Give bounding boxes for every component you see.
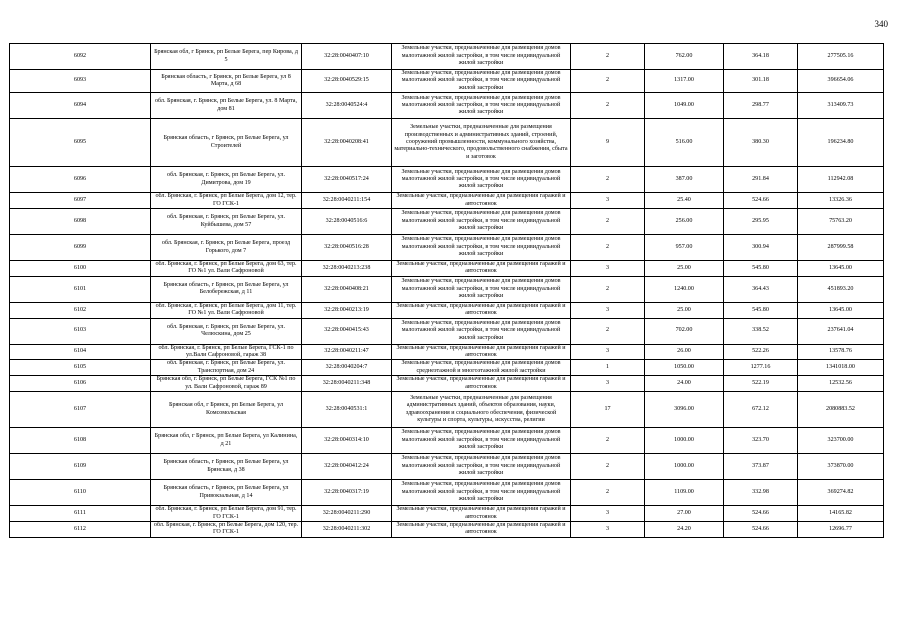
cadastral-number-cell: 32:28:0040516:28 — [302, 235, 392, 261]
address-cell: обл. Брянская, г. Брянск, рп Белые Берега, ул. Челюскина, дом 25 — [151, 318, 302, 344]
table-row — [10, 93, 884, 119]
row-id-cell: 6094 — [10, 93, 151, 119]
group-cell: 2 — [571, 428, 645, 454]
table-row — [10, 506, 884, 522]
specific-value-cell: 545.80 — [724, 261, 798, 277]
area-cell: 24.00 — [645, 376, 724, 392]
group-cell: 2 — [571, 209, 645, 235]
row-id-cell: 6092 — [10, 44, 151, 70]
area-cell: 762.00 — [645, 44, 724, 70]
group-cell: 2 — [571, 480, 645, 506]
address-cell: обл. Брянская, г. Брянск, рп Белые Берега, дом 120, тер. ГО ГСК-1 — [151, 521, 302, 537]
land-use-cell: Земельные участки, предназначенные для размещения гаражей и автостоянок — [392, 302, 571, 318]
land-use-cell: Земельные участки, предназначенные для размещения гаражей и автостоянок — [392, 506, 571, 522]
table-row — [10, 376, 884, 392]
cadastral-value-cell: 14165.82 — [798, 506, 884, 522]
address-cell: Брянская обл, г Брянск, рп Белые Берега, пер Кирова, д 5 — [151, 44, 302, 70]
table-row — [10, 480, 884, 506]
area-cell: 1000.00 — [645, 454, 724, 480]
specific-value-cell: 338.52 — [724, 318, 798, 344]
cadastral-value-cell: 396654.06 — [798, 70, 884, 93]
cadastral-value-cell: 451893.20 — [798, 276, 884, 302]
table-row — [10, 70, 884, 93]
row-id-cell: 6098 — [10, 209, 151, 235]
area-cell: 1000.00 — [645, 428, 724, 454]
table-row — [10, 235, 884, 261]
area-cell: 1317.00 — [645, 70, 724, 93]
address-cell: обл. Брянская, г. Брянск, рп Белые Берега, ул. Димитрова, дом 19 — [151, 167, 302, 193]
table-row — [10, 318, 884, 344]
group-cell: 3 — [571, 521, 645, 537]
cadastral-number-cell: 32:28:0040317:19 — [302, 480, 392, 506]
land-use-cell: Земельные участки, предназначенные для размещения административных зданий, объектов образования, науки, здравоохранения и социального обеспечения, физической культуры и спорта, культуры, искусства, религии — [392, 392, 571, 428]
specific-value-cell: 364.43 — [724, 276, 798, 302]
row-id-cell: 6109 — [10, 454, 151, 480]
land-use-cell: Земельные участки, предназначенные для размещения домов малоэтажной жилой застройки, в том числе индивидуальной жилой застройки — [392, 70, 571, 93]
row-id-cell: 6100 — [10, 261, 151, 277]
land-use-cell: Земельные участки, предназначенные для размещения гаражей и автостоянок — [392, 261, 571, 277]
row-id-cell: 6110 — [10, 480, 151, 506]
specific-value-cell: 295.95 — [724, 209, 798, 235]
area-cell: 1050.00 — [645, 360, 724, 376]
specific-value-cell: 1277.16 — [724, 360, 798, 376]
cadastral-value-cell: 196234.80 — [798, 119, 884, 167]
row-id-cell: 6105 — [10, 360, 151, 376]
cadastral-value-cell: 373870.00 — [798, 454, 884, 480]
group-cell: 1 — [571, 360, 645, 376]
specific-value-cell: 373.87 — [724, 454, 798, 480]
row-id-cell: 6096 — [10, 167, 151, 193]
area-cell: 1240.00 — [645, 276, 724, 302]
table-row — [10, 119, 884, 167]
cadastral-number-cell: 32:28:0040211:302 — [302, 521, 392, 537]
cadastral-number-cell: 32:28:0040407:10 — [302, 44, 392, 70]
land-use-cell: Земельные участки, предназначенные для размещения производственных и административных зданий, строений, сооружений промышленности, коммунального хозяйства, материально-технического, продовольственного снабжения, сбыта и заготовок — [392, 119, 571, 167]
land-use-cell: Земельные участки, предназначенные для размещения домов малоэтажной жилой застройки, в том числе индивидуальной жилой застройки — [392, 167, 571, 193]
cadastral-number-cell: 32:28:0040408:21 — [302, 276, 392, 302]
group-cell: 9 — [571, 119, 645, 167]
address-cell: Брянская обл, г Брянск, рп Белые Берега, ул Калинина, д 21 — [151, 428, 302, 454]
row-id-cell: 6104 — [10, 344, 151, 360]
specific-value-cell: 364.18 — [724, 44, 798, 70]
area-cell: 27.00 — [645, 506, 724, 522]
area-cell: 24.20 — [645, 521, 724, 537]
table-row — [10, 193, 884, 209]
cadastral-number-cell: 32:28:0040529:15 — [302, 70, 392, 93]
cadastral-value-cell: 277505.16 — [798, 44, 884, 70]
address-cell: обл. Брянская, г. Брянск, рп Белые Берега, дом 12, тер. ГО ГСК-1 — [151, 193, 302, 209]
address-cell: обл. Брянская, г. Брянск, рп Белые Берега, ул. Куйбышева, дом 57 — [151, 209, 302, 235]
area-cell: 26.00 — [645, 344, 724, 360]
group-cell: 2 — [571, 44, 645, 70]
area-cell: 25.40 — [645, 193, 724, 209]
table-row — [10, 209, 884, 235]
land-use-cell: Земельные участки, предназначенные для размещения гаражей и автостоянок — [392, 193, 571, 209]
cadastral-number-cell: 32:28:0040208:41 — [302, 119, 392, 167]
address-cell: Брянская область, г Брянск, рп Белые Берега, ул 8 Марта, д 68 — [151, 70, 302, 93]
group-cell: 2 — [571, 318, 645, 344]
row-id-cell: 6093 — [10, 70, 151, 93]
land-use-cell: Земельные участки, предназначенные для размещения домов малоэтажной жилой застройки, в том числе индивидуальной жилой застройки — [392, 276, 571, 302]
page-number: 340 — [874, 19, 888, 29]
cadastral-number-cell: 32:28:0040211:290 — [302, 506, 392, 522]
specific-value-cell: 524.66 — [724, 506, 798, 522]
land-use-cell: Земельные участки, предназначенные для размещения домов малоэтажной жилой застройки, в том числе индивидуальной жилой застройки — [392, 318, 571, 344]
address-cell: Брянская обл, г Брянск, рп Белые Берега, ул Комсомольская — [151, 392, 302, 428]
specific-value-cell: 522.19 — [724, 376, 798, 392]
group-cell: 3 — [571, 344, 645, 360]
address-cell: Брянская область, г Брянск, рп Белые Берега, ул Белобережская, д 11 — [151, 276, 302, 302]
land-use-cell: Земельные участки, предназначенные для размещения домов малоэтажной жилой застройки, в том числе индивидуальной жилой застройки — [392, 93, 571, 119]
cadastral-value-cell: 13578.76 — [798, 344, 884, 360]
cadastral-value-cell: 237641.04 — [798, 318, 884, 344]
cadastral-value-cell: 13326.36 — [798, 193, 884, 209]
group-cell: 17 — [571, 392, 645, 428]
address-cell: Брянская область, г Брянск, рп Белые Берега, ул Брянская, д 38 — [151, 454, 302, 480]
specific-value-cell: 300.94 — [724, 235, 798, 261]
group-cell: 2 — [571, 235, 645, 261]
address-cell: обл. Брянская, г. Брянск, рп Белые Берега, дом 91, тер. ГО ГСК-1 — [151, 506, 302, 522]
address-cell: Брянская область, г Брянск, рп Белые Берега, ул Строителей — [151, 119, 302, 167]
cadastral-number-cell: 32:28:0040204:7 — [302, 360, 392, 376]
address-cell: обл. Брянская, г. Брянск, рп Белые Берега, ул. Транспортная, дом 24 — [151, 360, 302, 376]
row-id-cell: 6106 — [10, 376, 151, 392]
land-use-cell: Земельные участки, предназначенные для размещения домов малоэтажной жилой застройки, в том числе индивидуальной жилой застройки — [392, 454, 571, 480]
address-cell: Брянская область, г Брянск, рп Белые Берега, ул Привокзальная, д 14 — [151, 480, 302, 506]
group-cell: 2 — [571, 454, 645, 480]
cadastral-number-cell: 32:28:0040531:1 — [302, 392, 392, 428]
row-id-cell: 6099 — [10, 235, 151, 261]
address-cell: Брянская обл, г. Брянск, рп Белые Берега, ГСК №1 по ул. Вали Сафроновой, гараж 89 — [151, 376, 302, 392]
specific-value-cell: 672.12 — [724, 392, 798, 428]
area-cell: 3096.00 — [645, 392, 724, 428]
specific-value-cell: 301.18 — [724, 70, 798, 93]
cadastral-number-cell: 32:28:0040412:24 — [302, 454, 392, 480]
cadastral-number-cell: 32:28:0040213:238 — [302, 261, 392, 277]
specific-value-cell: 524.66 — [724, 521, 798, 537]
row-id-cell: 6103 — [10, 318, 151, 344]
cadastral-value-cell: 12696.77 — [798, 521, 884, 537]
row-id-cell: 6108 — [10, 428, 151, 454]
cadastral-number-cell: 32:28:0040517:24 — [302, 167, 392, 193]
cadastral-number-cell: 32:28:0040415:43 — [302, 318, 392, 344]
cadastral-number-cell: 32:28:0040211:154 — [302, 193, 392, 209]
area-cell: 1049.00 — [645, 93, 724, 119]
address-cell: обл. Брянская, г. Брянск, рп Белые Берега, дом 11, тер. ГО №1 ул. Вали Сафроновой — [151, 302, 302, 318]
specific-value-cell: 545.80 — [724, 302, 798, 318]
row-id-cell: 6101 — [10, 276, 151, 302]
group-cell: 2 — [571, 167, 645, 193]
table-row — [10, 44, 884, 70]
cadastral-value-cell: 313409.73 — [798, 93, 884, 119]
area-cell: 387.00 — [645, 167, 724, 193]
group-cell: 3 — [571, 302, 645, 318]
specific-value-cell: 332.98 — [724, 480, 798, 506]
area-cell: 25.00 — [645, 261, 724, 277]
cadastral-number-cell: 32:28:0040516:6 — [302, 209, 392, 235]
specific-value-cell: 524.66 — [724, 193, 798, 209]
area-cell: 1109.00 — [645, 480, 724, 506]
specific-value-cell: 298.77 — [724, 93, 798, 119]
land-use-cell: Земельные участки, предназначенные для размещения домов малоэтажной жилой застройки, в том числе индивидуальной жилой застройки — [392, 480, 571, 506]
cadastral-value-cell: 13645.00 — [798, 261, 884, 277]
group-cell: 3 — [571, 193, 645, 209]
land-use-cell: Земельные участки, предназначенные для размещения домов малоэтажной жилой застройки, в том числе индивидуальной жилой застройки — [392, 235, 571, 261]
table-row — [10, 392, 884, 428]
row-id-cell: 6107 — [10, 392, 151, 428]
cadastral-value-table — [9, 43, 884, 538]
address-cell: обл. Брянская, г. Брянск, рп Белые Берега, дом 63, тер. ГО №1 ул. Вали Сафроновой — [151, 261, 302, 277]
area-cell: 256.00 — [645, 209, 724, 235]
address-cell: обл. Брянская, г. Брянск, рп Белые Берега, ул. 8 Марта, дом 81 — [151, 93, 302, 119]
table-row — [10, 302, 884, 318]
land-use-cell: Земельные участки, предназначенные для размещения гаражей и автостоянок — [392, 376, 571, 392]
area-cell: 957.00 — [645, 235, 724, 261]
cadastral-number-cell: 32:28:0040314:10 — [302, 428, 392, 454]
row-id-cell: 6111 — [10, 506, 151, 522]
area-cell: 516.00 — [645, 119, 724, 167]
table-row — [10, 167, 884, 193]
cadastral-number-cell: 32:28:0040211:348 — [302, 376, 392, 392]
specific-value-cell: 291.84 — [724, 167, 798, 193]
row-id-cell: 6097 — [10, 193, 151, 209]
group-cell: 3 — [571, 506, 645, 522]
cadastral-number-cell: 32:28:0040211:47 — [302, 344, 392, 360]
cadastral-number-cell: 32:28:0040213:19 — [302, 302, 392, 318]
land-use-cell: Земельные участки, предназначенные для размещения гаражей и автостоянок — [392, 521, 571, 537]
row-id-cell: 6095 — [10, 119, 151, 167]
table-row — [10, 360, 884, 376]
row-id-cell: 6112 — [10, 521, 151, 537]
row-id-cell: 6102 — [10, 302, 151, 318]
table-row — [10, 276, 884, 302]
cadastral-value-cell: 369274.82 — [798, 480, 884, 506]
area-cell: 702.00 — [645, 318, 724, 344]
cadastral-number-cell: 32:28:0040524:4 — [302, 93, 392, 119]
cadastral-value-cell: 12532.56 — [798, 376, 884, 392]
cadastral-value-cell: 13645.00 — [798, 302, 884, 318]
cadastral-value-cell: 323700.00 — [798, 428, 884, 454]
specific-value-cell: 380.30 — [724, 119, 798, 167]
table-row — [10, 344, 884, 360]
land-use-cell: Земельные участки, предназначенные для размещения домов малоэтажной жилой застройки, в том числе индивидуальной жилой застройки — [392, 209, 571, 235]
specific-value-cell: 323.70 — [724, 428, 798, 454]
group-cell: 2 — [571, 70, 645, 93]
group-cell: 2 — [571, 276, 645, 302]
table-row — [10, 521, 884, 537]
specific-value-cell: 522.26 — [724, 344, 798, 360]
table-row — [10, 454, 884, 480]
cadastral-value-cell: 2080883.52 — [798, 392, 884, 428]
group-cell: 2 — [571, 93, 645, 119]
table-row — [10, 261, 884, 277]
cadastral-value-cell: 287999.58 — [798, 235, 884, 261]
land-use-cell: Земельные участки, предназначенные для размещения гаражей и автостоянок — [392, 344, 571, 360]
land-use-cell: Земельные участки, предназначенные для размещения домов среднеэтажной и многоэтажной жилой застройки — [392, 360, 571, 376]
table-body — [10, 44, 884, 538]
cadastral-value-cell: 1341018.00 — [798, 360, 884, 376]
cadastral-value-cell: 112942.08 — [798, 167, 884, 193]
cadastral-value-cell: 75763.20 — [798, 209, 884, 235]
area-cell: 25.00 — [645, 302, 724, 318]
group-cell: 3 — [571, 376, 645, 392]
land-use-cell: Земельные участки, предназначенные для размещения домов малоэтажной жилой застройки, в том числе индивидуальной жилой застройки — [392, 428, 571, 454]
address-cell: обл. Брянская, г. Брянск, рп Белые Берега, ГСК-1 по ул.Вали Сафроновой, гараж 38 — [151, 344, 302, 360]
land-use-cell: Земельные участки, предназначенные для размещения домов малоэтажной жилой застройки, в том числе индивидуальной жилой застройки — [392, 44, 571, 70]
table-row — [10, 428, 884, 454]
group-cell: 3 — [571, 261, 645, 277]
address-cell: обл. Брянская, г. Брянск, рп Белые Берега, проезд Горького, дом 7 — [151, 235, 302, 261]
